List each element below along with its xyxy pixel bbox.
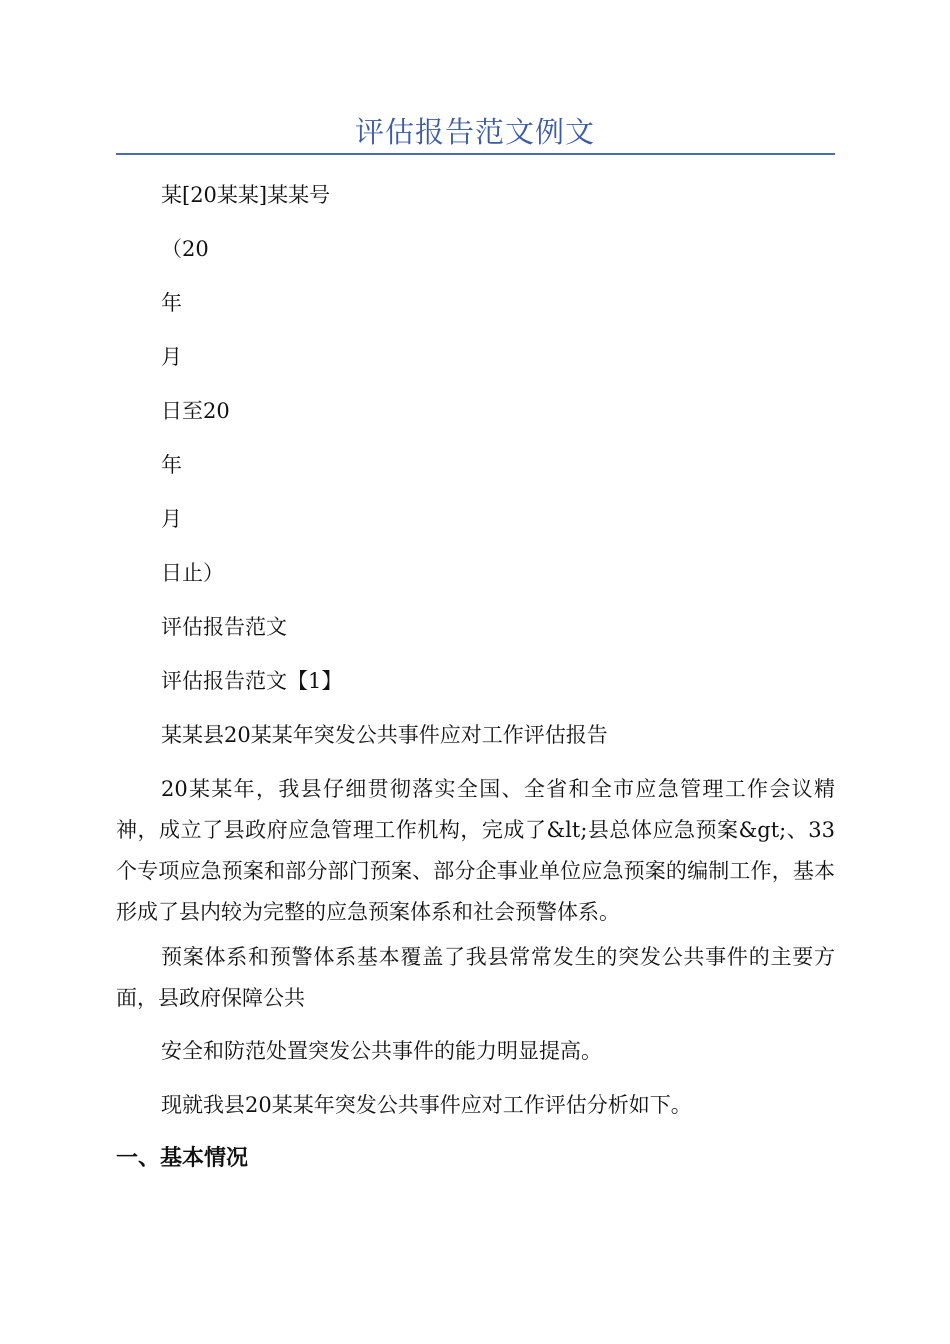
body-paragraph: 预案体系和预警体系基本覆盖了我县常常发生的突发公共事件的主要方面，县政府保障公共 (116, 945, 835, 1010)
date-range-line: （20 (161, 237, 209, 261)
body-paragraph: 安全和防范处置突发公共事件的能力明显提高。 (161, 1039, 602, 1063)
date-range-line: 月 (161, 345, 182, 369)
body-paragraph: 现就我县20某某年突发公共事件应对工作评估分析如下。 (161, 1093, 692, 1117)
document-number-line: 某[20某某]某某号 (161, 183, 331, 207)
date-range-line: 日止） (161, 561, 224, 585)
date-range-line: 年 (161, 453, 182, 477)
section-heading: 一、基本情况 (116, 1146, 249, 1171)
date-range-line: 月 (161, 507, 182, 531)
title-underline (116, 153, 835, 155)
report-title-line: 某某县20某某年突发公共事件应对工作评估报告 (161, 723, 608, 747)
document-title: 评估报告范文例文 (354, 115, 595, 149)
subtitle-line: 评估报告范文 (161, 615, 287, 639)
date-range-line: 年 (161, 291, 182, 315)
subtitle-line: 评估报告范文【1】 (161, 669, 343, 693)
body-paragraph: 20某某年，我县仔细贯彻落实全国、全省和全市应急管理工作会议精神，成立了县政府应急管理工作机构，完成了&lt;县总体应急预案&gt;、33个专项应急预案和部分部门预案、部分企事业单位应急预案的编制工作，基本形成了县内较为完整的应急预案体系和社会预警体系。 (116, 777, 835, 924)
date-range-line: 日至20 (161, 399, 230, 423)
